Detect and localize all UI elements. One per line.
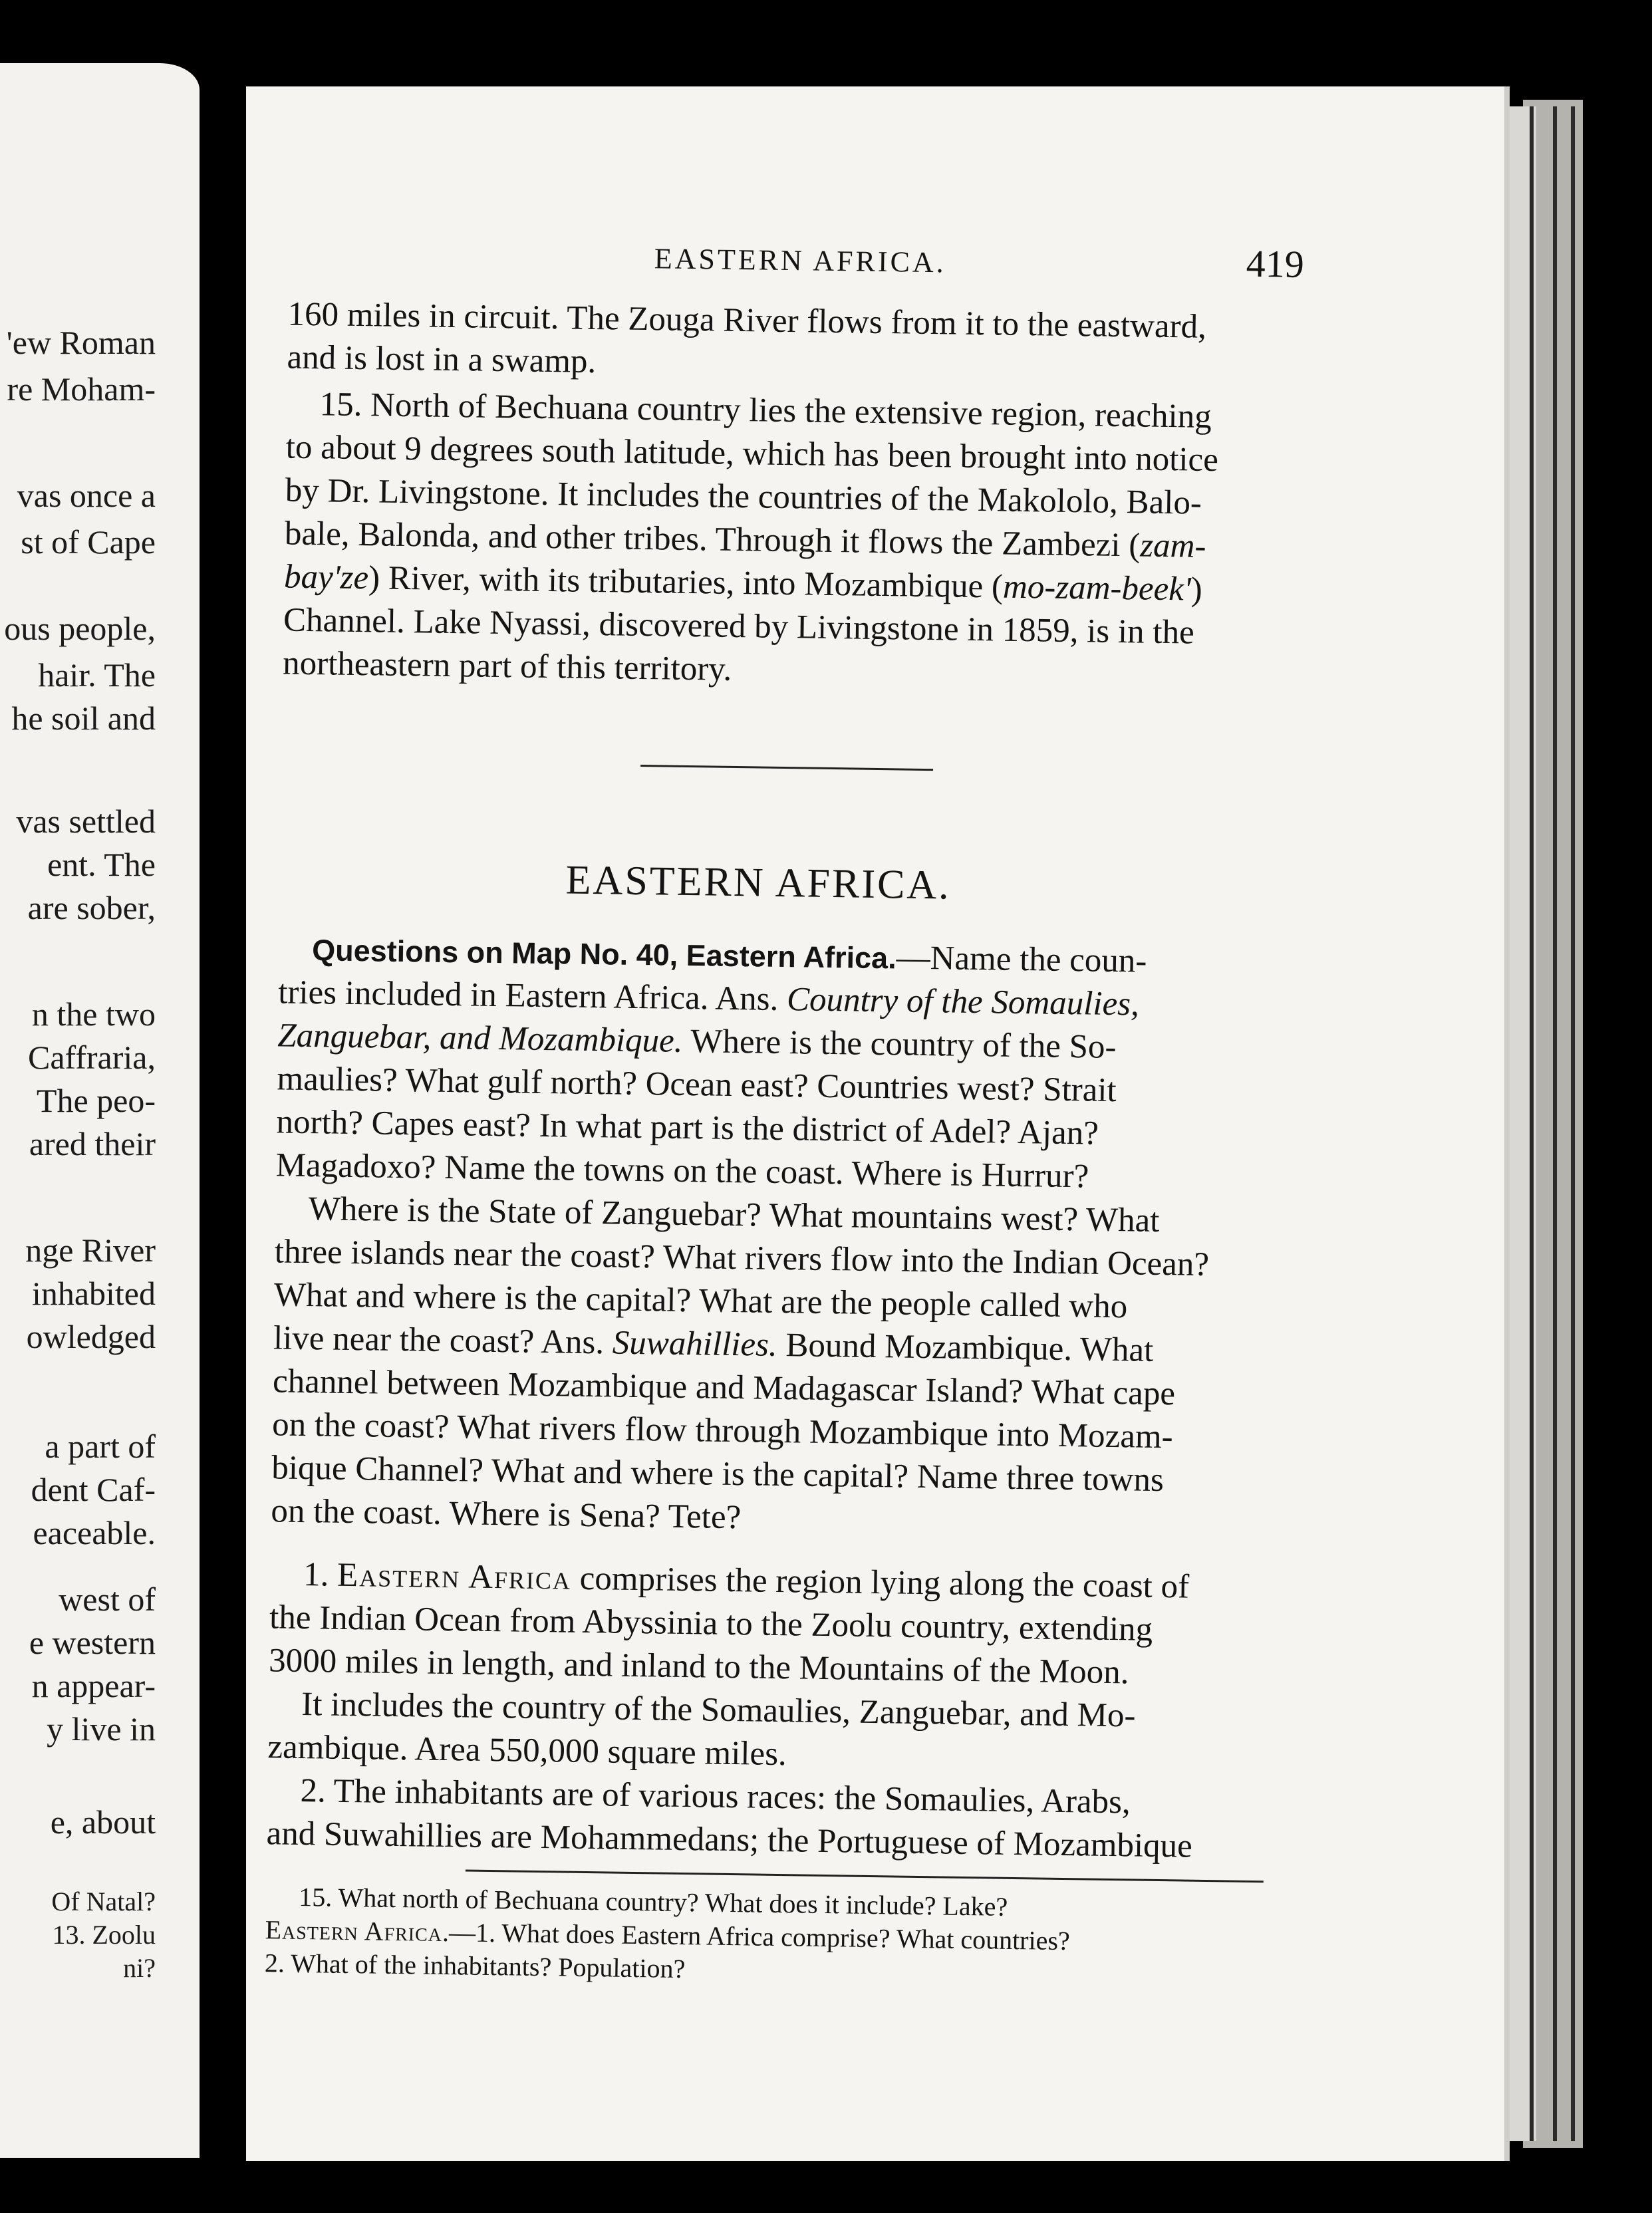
page-edge-line <box>1571 106 1575 2141</box>
questions-line <box>273 1321 1311 1370</box>
questions-line: maulies? What gulf north? Ocean east? Countries west? Strait <box>277 1060 1117 1110</box>
left-page-line: vas once a <box>17 477 156 514</box>
para2-line: and Suwahillies are Mohammedans; the Portuguese of Mozambique <box>266 1815 1193 1865</box>
left-page-line: st of Cape <box>21 523 156 561</box>
para15-line <box>285 517 1323 565</box>
questions-line: three islands near the coast? What rivers flow into the Indian Ocean? <box>274 1233 1210 1284</box>
left-page-line: The peo- <box>36 1082 156 1119</box>
left-page-line: e, about <box>50 1803 156 1841</box>
questions-line: on the coast? What rivers flow through Mozambique into Mozam- <box>271 1406 1173 1456</box>
pronunciation: mo-zam-beek' <box>1002 568 1192 608</box>
text-span: bale, Balonda, and other tribes. Through it flows the Zambezi ( <box>284 515 1141 565</box>
text-span: 15. North of Bechuana country lies the extensive region, reaching <box>319 386 1212 436</box>
text-span: ) <box>1190 571 1203 608</box>
para15-line: by Dr. Livingstone. It includes the countries of the Makololo, Balo- <box>285 471 1202 522</box>
right-page <box>246 86 1510 2161</box>
text-span: Bound Mozambique. What <box>777 1326 1154 1369</box>
left-page-line: hair. The <box>38 656 156 694</box>
continuation-line: 160 miles in circuit. The Zouga River flows from it to the eastward, <box>287 295 1207 346</box>
questions-line: channel between Mozambique and Madagascar Island? What cape <box>272 1363 1176 1413</box>
left-page-line: nge River <box>25 1232 156 1269</box>
questions-line <box>279 932 1317 981</box>
left-page-line: vas settled <box>16 803 156 840</box>
left-page-line: y live in <box>47 1710 156 1748</box>
left-page-line: n appear- <box>31 1667 156 1704</box>
questions-line <box>278 976 1316 1024</box>
left-page-line: 13. Zoolu <box>52 1920 156 1950</box>
left-page-line: owledged <box>26 1318 156 1355</box>
text-span: live near the coast? Ans. <box>273 1319 613 1362</box>
running-head: EASTERN AFRICA. <box>654 242 947 279</box>
text-span: 15. What north of Bechuana country? What does it include? Lake? <box>299 1881 1008 1922</box>
left-page-line: ni? <box>123 1953 156 1983</box>
para1-line: 3000 miles in length, and inland to the Mountains of the Moon. <box>268 1642 1129 1692</box>
questions-line: on the coast. Where is Sena? Tete? <box>271 1492 742 1537</box>
text-span: ) River, with its tributaries, into Mozambique ( <box>368 559 1004 606</box>
left-page-line: inhabited <box>31 1275 156 1312</box>
left-page-line: 'ew Roman <box>6 324 156 361</box>
page-number: 419 <box>1246 241 1305 286</box>
questions-line <box>275 1192 1313 1240</box>
answer-italic: Suwahillies. <box>612 1324 778 1364</box>
para15-line: Channel. Lake Nyassi, discovered by Livingstone in 1859, is in the <box>283 601 1195 652</box>
para15-line: to about 9 degrees south latitude, which has been brought into notice <box>285 428 1219 479</box>
text-span: tries included in Eastern Africa. Ans. <box>277 974 787 1019</box>
left-page-line: re Moham- <box>7 370 156 408</box>
left-page-line: ared their <box>29 1125 156 1162</box>
left-page-line: Of Natal? <box>51 1887 156 1916</box>
pronunciation: zam- <box>1139 527 1206 565</box>
text-span: 1. <box>303 1556 338 1594</box>
answer-italic: Country of the Somaulies, <box>786 981 1140 1023</box>
answer-italic: Zanguebar, and Mozambique. <box>277 1017 683 1060</box>
text-span: 2. The inhabitants are of various races: the Somaulies, Arabs, <box>300 1772 1131 1821</box>
left-page-line: ent. The <box>47 846 156 883</box>
text-span: comprises the region lying along the coast of <box>571 1559 1190 1606</box>
text-span: It includes the country of the Somaulies, Zanguebar, and Mo- <box>301 1686 1136 1735</box>
left-page-line: n the two <box>31 995 156 1033</box>
continuation-line: and is lost in a swamp. <box>287 338 597 380</box>
left-page-line: west of <box>59 1581 156 1618</box>
section-divider <box>640 765 933 771</box>
left-page-line: ous people, <box>4 610 156 647</box>
section-heading: EASTERN AFRICA. <box>565 857 952 908</box>
para1-line <box>270 1557 1308 1606</box>
para1-line <box>268 1687 1306 1736</box>
questions-line: bique Channel? What and where is the capital? Name three towns <box>271 1449 1165 1499</box>
questions-line <box>277 1019 1315 1067</box>
questions-line: Magadoxo? Name the towns on the coast. Where is Hurrur? <box>275 1146 1089 1196</box>
pronunciation: bay'ze <box>283 558 369 597</box>
footnote-rule <box>466 1869 1264 1883</box>
para2-line <box>267 1773 1305 1822</box>
left-page-line: eaceable. <box>33 1514 156 1551</box>
questions-line: north? Capes east? In what part is the district of Adel? Ajan? <box>276 1103 1099 1152</box>
page-edge-line <box>1553 106 1557 2141</box>
text-span: —Name the coun- <box>896 939 1147 980</box>
para15-line: northeastern part of this territory. <box>282 644 732 688</box>
page-edge-line <box>1530 106 1534 2141</box>
left-page-line: e western <box>29 1624 156 1661</box>
para1-line: zambique. Area 550,000 square miles. <box>267 1728 787 1773</box>
text-span: Where is the State of Zanguebar? What mountains west? What <box>308 1190 1160 1239</box>
small-caps-term: Eastern Africa <box>337 1556 572 1597</box>
footnote-line: 2. What of the inhabitants? Population? <box>264 1948 686 1984</box>
para1-line: the Indian Ocean from Abyssinia to the Zoolu country, extending <box>269 1599 1153 1648</box>
questions-line: What and where is the capital? What are the people called who <box>273 1276 1128 1326</box>
left-page-line: Caffraria, <box>27 1039 156 1076</box>
questions-heading: Questions on Map No. 40, Eastern Africa. <box>311 933 897 976</box>
para15-line <box>284 560 1322 608</box>
left-page-line: a part of <box>45 1428 156 1465</box>
text-span: Where is the country of the So- <box>682 1022 1117 1067</box>
text-span: .—1. What does Eastern Africa comprise? What countries? <box>442 1917 1071 1956</box>
small-caps-term: Eastern Africa <box>265 1914 443 1948</box>
left-page-line: he soil and <box>11 700 156 737</box>
page-text-block <box>229 78 1521 2170</box>
left-page-line: are sober, <box>27 889 156 926</box>
para15-line <box>286 388 1324 436</box>
left-page-line: dent Caf- <box>31 1471 156 1508</box>
left-page-fragment <box>0 63 200 2158</box>
